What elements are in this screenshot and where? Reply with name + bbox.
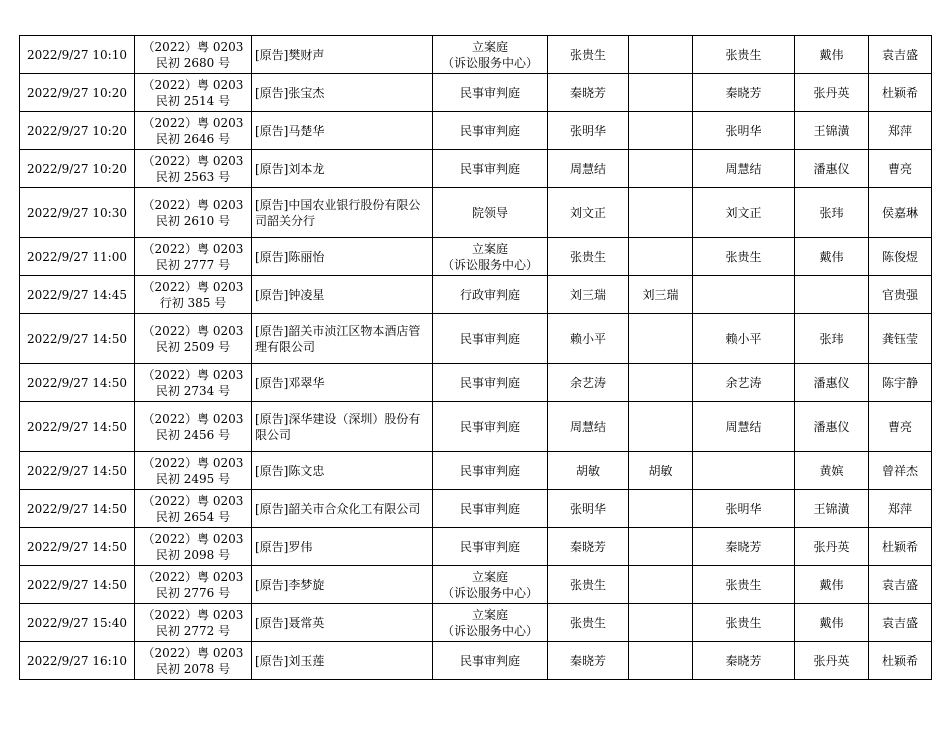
case-number-line1: （2022）粤 0203 bbox=[142, 531, 244, 546]
case-number-line2: 民初 2563 号 bbox=[155, 169, 231, 184]
court-cell bbox=[433, 528, 548, 566]
presiding-judge-cell: 张明华 bbox=[693, 490, 795, 528]
court-cell bbox=[433, 112, 548, 150]
judge-cell: 张贵生 bbox=[548, 566, 629, 604]
clerk-cell: 袁吉盛 bbox=[869, 566, 932, 604]
judge-cell: 张贵生 bbox=[548, 36, 629, 74]
table-row bbox=[20, 528, 932, 566]
assistant-judge-cell bbox=[629, 566, 693, 604]
case-number-line2: 民初 2610 号 bbox=[155, 213, 231, 228]
table-row bbox=[20, 604, 932, 642]
panel-member-cell: 戴伟 bbox=[795, 238, 869, 276]
clerk-cell: 郑萍 bbox=[869, 112, 932, 150]
panel-member-cell: 张丹英 bbox=[795, 528, 869, 566]
panel-member-cell: 戴伟 bbox=[795, 36, 869, 74]
court-name-line1: 民事审判庭 bbox=[459, 375, 520, 390]
panel-member-cell bbox=[795, 276, 869, 314]
case-number-line1: （2022）粤 0203 bbox=[142, 39, 244, 54]
hearing-time-cell: 2022/9/27 14:50 bbox=[20, 364, 135, 402]
court-cell bbox=[433, 238, 548, 276]
clerk-cell: 杜颖希 bbox=[869, 528, 932, 566]
court-name-line1: 民事审判庭 bbox=[459, 653, 520, 668]
clerk-cell: 曹亮 bbox=[869, 150, 932, 188]
panel-member-cell: 王锦潢 bbox=[795, 112, 869, 150]
party-cell: [原告]陈丽怡 bbox=[252, 238, 433, 276]
case-number-cell bbox=[135, 36, 252, 74]
court-cell bbox=[433, 314, 548, 364]
court-cell bbox=[433, 36, 548, 74]
court-name-line2: （诉讼服务中心） bbox=[441, 257, 538, 272]
case-number-cell bbox=[135, 238, 252, 276]
panel-member-cell: 戴伟 bbox=[795, 566, 869, 604]
court-cell bbox=[433, 642, 548, 680]
hearing-time-cell: 2022/9/27 14:50 bbox=[20, 490, 135, 528]
court-name-line1: 行政审判庭 bbox=[459, 287, 520, 302]
clerk-cell: 郑萍 bbox=[869, 490, 932, 528]
case-number-line2: 民初 2680 号 bbox=[155, 55, 231, 70]
court-name-line1: 民事审判庭 bbox=[459, 539, 520, 554]
assistant-judge-cell bbox=[629, 150, 693, 188]
case-number-line1: （2022）粤 0203 bbox=[142, 115, 244, 130]
case-number-cell bbox=[135, 604, 252, 642]
court-name-line2: （诉讼服务中心） bbox=[441, 585, 538, 600]
table-row bbox=[20, 566, 932, 604]
court-cell bbox=[433, 74, 548, 112]
table-row bbox=[20, 314, 932, 364]
court-cell bbox=[433, 604, 548, 642]
case-number-cell bbox=[135, 642, 252, 680]
assistant-judge-cell bbox=[629, 238, 693, 276]
party-cell: [原告]张宝杰 bbox=[252, 74, 433, 112]
case-number-cell bbox=[135, 314, 252, 364]
judge-cell: 秦晓芳 bbox=[548, 528, 629, 566]
hearing-time-cell: 2022/9/27 14:50 bbox=[20, 314, 135, 364]
case-number-cell bbox=[135, 364, 252, 402]
panel-member-cell: 黄嫔 bbox=[795, 452, 869, 490]
table-row bbox=[20, 402, 932, 452]
presiding-judge-cell: 赖小平 bbox=[693, 314, 795, 364]
assistant-judge-cell bbox=[629, 364, 693, 402]
case-number-line2: 民初 2509 号 bbox=[155, 339, 231, 354]
judge-cell: 秦晓芳 bbox=[548, 74, 629, 112]
court-name-line1: 立案庭 bbox=[471, 39, 508, 54]
case-number-line1: （2022）粤 0203 bbox=[142, 153, 244, 168]
case-number-line1: （2022）粤 0203 bbox=[142, 493, 244, 508]
court-cell bbox=[433, 150, 548, 188]
presiding-judge-cell: 张贵生 bbox=[693, 36, 795, 74]
clerk-cell: 杜颖希 bbox=[869, 74, 932, 112]
case-number-line2: 民初 2098 号 bbox=[155, 547, 231, 562]
presiding-judge-cell bbox=[693, 452, 795, 490]
presiding-judge-cell: 秦晓芳 bbox=[693, 528, 795, 566]
case-number-cell bbox=[135, 188, 252, 238]
presiding-judge-cell: 周慧结 bbox=[693, 402, 795, 452]
clerk-cell: 袁吉盛 bbox=[869, 604, 932, 642]
court-name-line2: （诉讼服务中心） bbox=[441, 55, 538, 70]
judge-cell: 周慧结 bbox=[548, 150, 629, 188]
court-name-line1: 立案庭 bbox=[471, 607, 508, 622]
assistant-judge-cell bbox=[629, 604, 693, 642]
party-cell: [原告]韶关市浈江区物本酒店管理有限公司 bbox=[252, 314, 433, 364]
party-cell: [原告]李梦旋 bbox=[252, 566, 433, 604]
judge-cell: 刘文正 bbox=[548, 188, 629, 238]
panel-member-cell: 张丹英 bbox=[795, 642, 869, 680]
presiding-judge-cell: 刘文正 bbox=[693, 188, 795, 238]
panel-member-cell: 潘惠仪 bbox=[795, 364, 869, 402]
case-number-cell bbox=[135, 566, 252, 604]
court-cell bbox=[433, 402, 548, 452]
clerk-cell: 侯嘉琳 bbox=[869, 188, 932, 238]
hearing-time-cell: 2022/9/27 10:20 bbox=[20, 112, 135, 150]
case-number-line1: （2022）粤 0203 bbox=[142, 279, 244, 294]
party-cell: [原告]邓翠华 bbox=[252, 364, 433, 402]
case-number-line2: 民初 2777 号 bbox=[155, 257, 231, 272]
presiding-judge-cell: 秦晓芳 bbox=[693, 74, 795, 112]
case-number-cell bbox=[135, 490, 252, 528]
case-number-cell bbox=[135, 452, 252, 490]
case-number-line2: 行初 385 号 bbox=[159, 295, 227, 310]
clerk-cell: 龚钰莹 bbox=[869, 314, 932, 364]
hearing-time-cell: 2022/9/27 14:45 bbox=[20, 276, 135, 314]
presiding-judge-cell bbox=[693, 276, 795, 314]
case-number-line2: 民初 2646 号 bbox=[155, 131, 231, 146]
party-cell: [原告]聂常英 bbox=[252, 604, 433, 642]
case-number-line1: （2022）粤 0203 bbox=[142, 77, 244, 92]
table-row bbox=[20, 364, 932, 402]
table-row bbox=[20, 238, 932, 276]
case-number-line1: （2022）粤 0203 bbox=[142, 569, 244, 584]
assistant-judge-cell: 刘三瑞 bbox=[629, 276, 693, 314]
court-name-line1: 民事审判庭 bbox=[459, 161, 520, 176]
court-name-line1: 民事审判庭 bbox=[459, 331, 520, 346]
party-cell: [原告]深华建设（深圳）股份有限公司 bbox=[252, 402, 433, 452]
judge-cell: 秦晓芳 bbox=[548, 642, 629, 680]
assistant-judge-cell bbox=[629, 314, 693, 364]
clerk-cell: 官贵强 bbox=[869, 276, 932, 314]
case-number-cell bbox=[135, 402, 252, 452]
panel-member-cell: 张丹英 bbox=[795, 74, 869, 112]
case-number-line1: （2022）粤 0203 bbox=[142, 607, 244, 622]
table-row bbox=[20, 276, 932, 314]
presiding-judge-cell: 余艺涛 bbox=[693, 364, 795, 402]
case-number-line2: 民初 2495 号 bbox=[155, 471, 231, 486]
case-number-line1: （2022）粤 0203 bbox=[142, 455, 244, 470]
case-number-line2: 民初 2654 号 bbox=[155, 509, 231, 524]
presiding-judge-cell: 张贵生 bbox=[693, 238, 795, 276]
assistant-judge-cell bbox=[629, 74, 693, 112]
case-number-cell bbox=[135, 74, 252, 112]
hearing-time-cell: 2022/9/27 11:00 bbox=[20, 238, 135, 276]
assistant-judge-cell bbox=[629, 402, 693, 452]
case-number-line1: （2022）粤 0203 bbox=[142, 323, 244, 338]
table-row bbox=[20, 490, 932, 528]
hearing-time-cell: 2022/9/27 16:10 bbox=[20, 642, 135, 680]
clerk-cell: 陈俊煜 bbox=[869, 238, 932, 276]
court-name-line1: 民事审判庭 bbox=[459, 419, 520, 434]
judge-cell: 胡敏 bbox=[548, 452, 629, 490]
panel-member-cell: 张玮 bbox=[795, 314, 869, 364]
panel-member-cell: 张玮 bbox=[795, 188, 869, 238]
panel-member-cell: 潘惠仪 bbox=[795, 150, 869, 188]
court-name-line1: 立案庭 bbox=[471, 569, 508, 584]
assistant-judge-cell bbox=[629, 188, 693, 238]
hearing-time-cell: 2022/9/27 14:50 bbox=[20, 452, 135, 490]
judge-cell: 赖小平 bbox=[548, 314, 629, 364]
party-cell: [原告]马楚华 bbox=[252, 112, 433, 150]
court-name-line1: 民事审判庭 bbox=[459, 501, 520, 516]
clerk-cell: 杜颖希 bbox=[869, 642, 932, 680]
presiding-judge-cell: 张贵生 bbox=[693, 604, 795, 642]
hearing-time-cell: 2022/9/27 14:50 bbox=[20, 528, 135, 566]
judge-cell: 张贵生 bbox=[548, 604, 629, 642]
party-cell: [原告]中国农业银行股份有限公司韶关分行 bbox=[252, 188, 433, 238]
court-name-line1: 立案庭 bbox=[471, 241, 508, 256]
party-cell: [原告]韶关市合众化工有限公司 bbox=[252, 490, 433, 528]
case-number-line2: 民初 2078 号 bbox=[155, 661, 231, 676]
case-number-line1: （2022）粤 0203 bbox=[142, 411, 244, 426]
assistant-judge-cell: 胡敏 bbox=[629, 452, 693, 490]
court-cell bbox=[433, 452, 548, 490]
case-number-line2: 民初 2776 号 bbox=[155, 585, 231, 600]
assistant-judge-cell bbox=[629, 36, 693, 74]
judge-cell: 周慧结 bbox=[548, 402, 629, 452]
court-name-line1: 民事审判庭 bbox=[459, 85, 520, 100]
court-name-line1: 民事审判庭 bbox=[459, 123, 520, 138]
hearing-time-cell: 2022/9/27 10:20 bbox=[20, 74, 135, 112]
hearing-time-cell: 2022/9/27 10:10 bbox=[20, 36, 135, 74]
case-number-line2: 民初 2734 号 bbox=[155, 383, 231, 398]
party-cell: [原告]刘本龙 bbox=[252, 150, 433, 188]
court-name-line1: 民事审判庭 bbox=[459, 463, 520, 478]
presiding-judge-cell: 秦晓芳 bbox=[693, 642, 795, 680]
party-cell: [原告]刘玉莲 bbox=[252, 642, 433, 680]
table-row bbox=[20, 112, 932, 150]
case-number-cell bbox=[135, 150, 252, 188]
case-number-cell bbox=[135, 112, 252, 150]
case-number-line1: （2022）粤 0203 bbox=[142, 241, 244, 256]
case-number-line1: （2022）粤 0203 bbox=[142, 645, 244, 660]
table-row bbox=[20, 74, 932, 112]
table-row bbox=[20, 452, 932, 490]
case-number-cell bbox=[135, 528, 252, 566]
court-name-line1: 院领导 bbox=[471, 205, 508, 220]
panel-member-cell: 王锦潢 bbox=[795, 490, 869, 528]
judge-cell: 张明华 bbox=[548, 112, 629, 150]
court-cell bbox=[433, 364, 548, 402]
case-number-cell bbox=[135, 276, 252, 314]
table-row bbox=[20, 642, 932, 680]
court-cell bbox=[433, 276, 548, 314]
case-number-line1: （2022）粤 0203 bbox=[142, 197, 244, 212]
case-number-line2: 民初 2456 号 bbox=[155, 427, 231, 442]
assistant-judge-cell bbox=[629, 490, 693, 528]
table-row bbox=[20, 36, 932, 74]
judge-cell: 余艺涛 bbox=[548, 364, 629, 402]
court-cell bbox=[433, 566, 548, 604]
hearing-time-cell: 2022/9/27 14:50 bbox=[20, 402, 135, 452]
case-number-line1: （2022）粤 0203 bbox=[142, 367, 244, 382]
court-cell bbox=[433, 188, 548, 238]
hearing-schedule-table bbox=[19, 35, 932, 680]
hearing-time-cell: 2022/9/27 10:20 bbox=[20, 150, 135, 188]
presiding-judge-cell: 周慧结 bbox=[693, 150, 795, 188]
clerk-cell: 曹亮 bbox=[869, 402, 932, 452]
case-number-line2: 民初 2514 号 bbox=[155, 93, 231, 108]
hearing-time-cell: 2022/9/27 15:40 bbox=[20, 604, 135, 642]
clerk-cell: 陈宇静 bbox=[869, 364, 932, 402]
party-cell: [原告]樊财声 bbox=[252, 36, 433, 74]
judge-cell: 张贵生 bbox=[548, 238, 629, 276]
schedule-body bbox=[20, 36, 932, 680]
clerk-cell: 曾祥杰 bbox=[869, 452, 932, 490]
presiding-judge-cell: 张贵生 bbox=[693, 566, 795, 604]
case-number-line2: 民初 2772 号 bbox=[155, 623, 231, 638]
assistant-judge-cell bbox=[629, 528, 693, 566]
presiding-judge-cell: 张明华 bbox=[693, 112, 795, 150]
table-row bbox=[20, 188, 932, 238]
party-cell: [原告]钟凌星 bbox=[252, 276, 433, 314]
hearing-schedule-page bbox=[19, 35, 932, 680]
hearing-time-cell: 2022/9/27 10:30 bbox=[20, 188, 135, 238]
judge-cell: 张明华 bbox=[548, 490, 629, 528]
panel-member-cell: 戴伟 bbox=[795, 604, 869, 642]
court-name-line2: （诉讼服务中心） bbox=[441, 623, 538, 638]
panel-member-cell: 潘惠仪 bbox=[795, 402, 869, 452]
table-row bbox=[20, 150, 932, 188]
clerk-cell: 袁吉盛 bbox=[869, 36, 932, 74]
hearing-time-cell: 2022/9/27 14:50 bbox=[20, 566, 135, 604]
judge-cell: 刘三瑞 bbox=[548, 276, 629, 314]
court-cell bbox=[433, 490, 548, 528]
party-cell: [原告]陈文忠 bbox=[252, 452, 433, 490]
assistant-judge-cell bbox=[629, 112, 693, 150]
assistant-judge-cell bbox=[629, 642, 693, 680]
party-cell: [原告]罗伟 bbox=[252, 528, 433, 566]
